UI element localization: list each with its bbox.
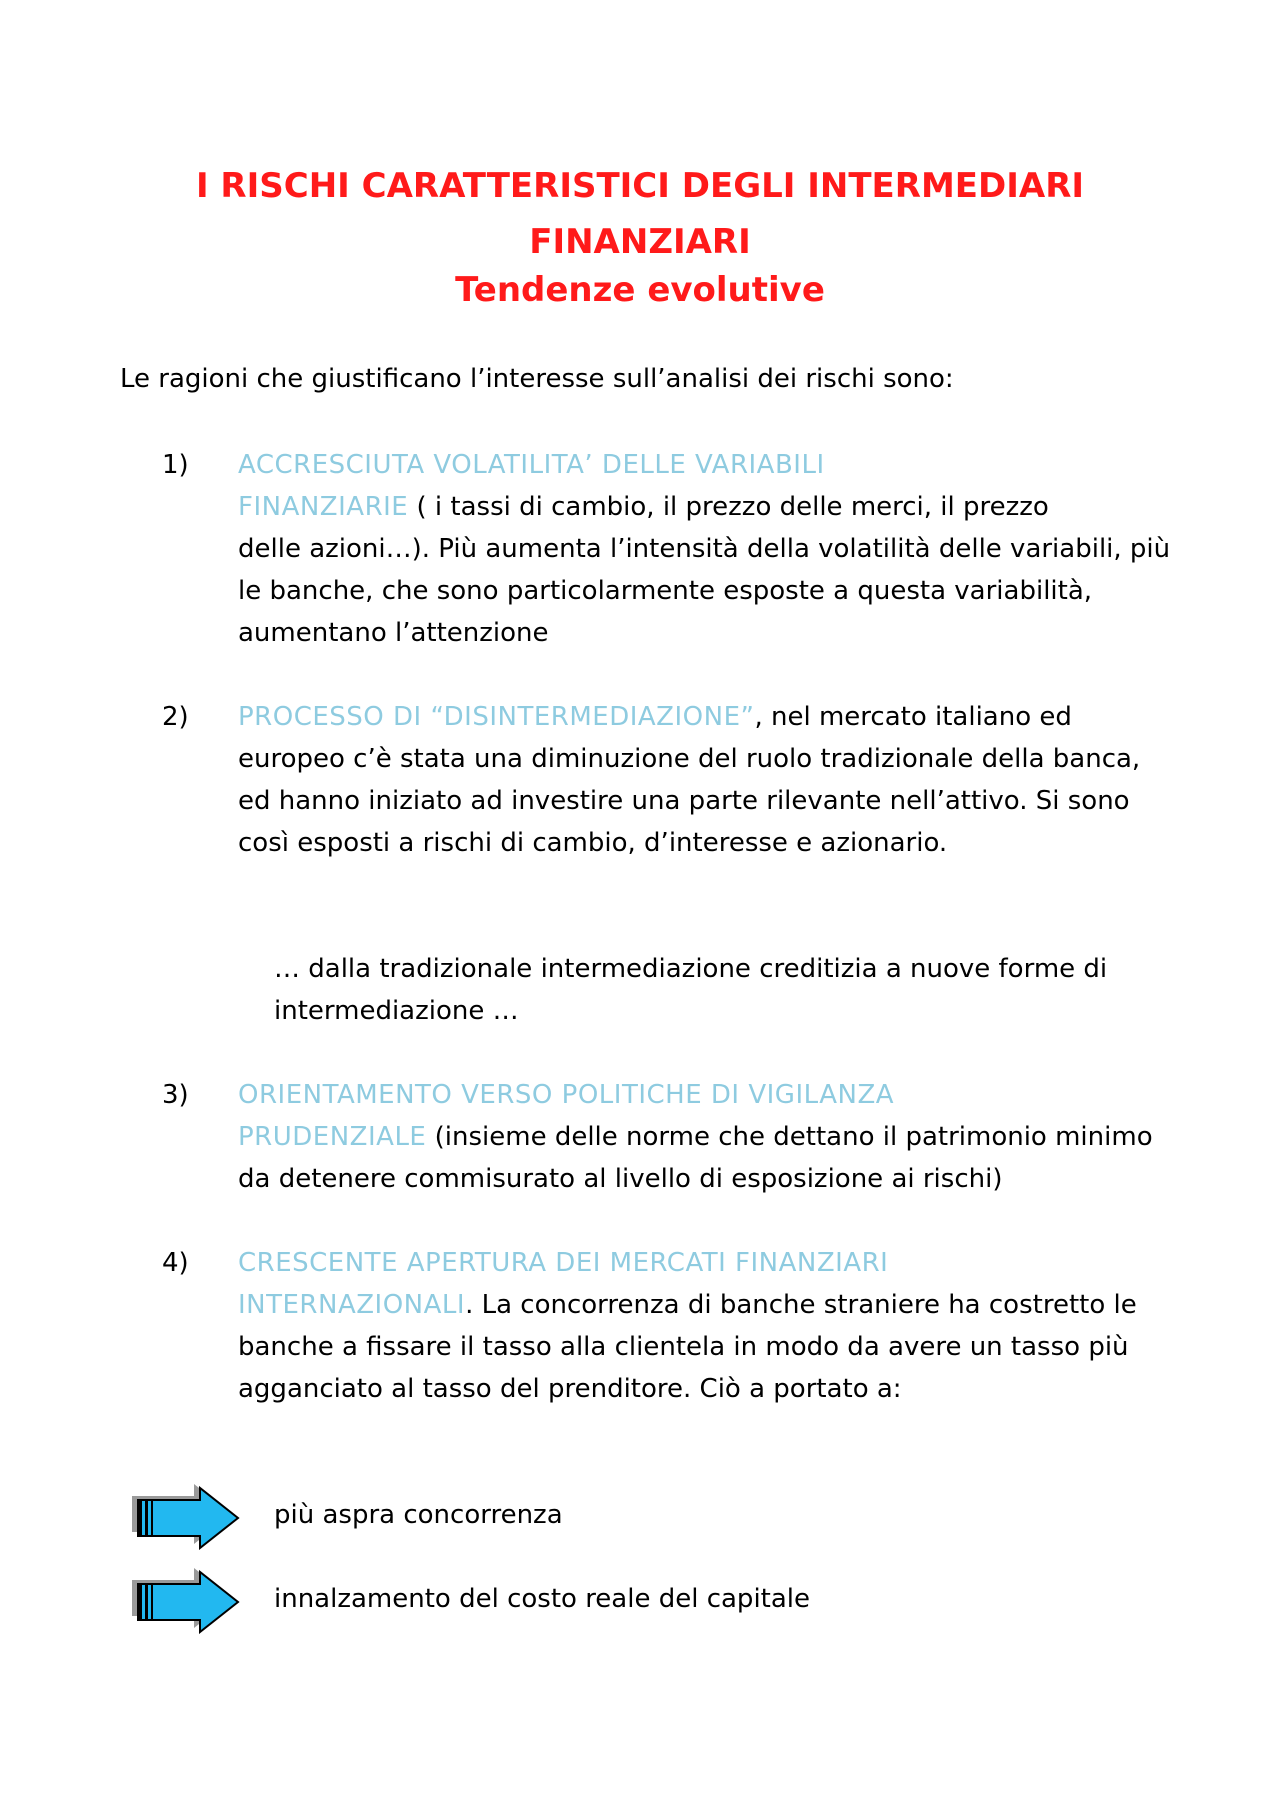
consequence-text: innalzamento del costo reale del capitale: [274, 1584, 811, 1614]
intro-paragraph: Le ragioni che giustificano l’interesse sull’analisi dei rischi sono:: [120, 364, 954, 394]
item-number: 4): [162, 1248, 189, 1278]
item-body: [238, 1242, 1178, 1410]
item-text: (insieme delle norme che dettano il patrimonio minimo da detenere commisurato al livello di esposizione ai rischi): [238, 1122, 1153, 1194]
item-body: [238, 1074, 1178, 1200]
item-heading-continued: INTERNAZIONALI: [238, 1290, 466, 1320]
item-heading-continued: PRUDENZIALE: [238, 1122, 427, 1152]
title-line-2: FINANZIARI: [529, 222, 751, 262]
page-subtitle: Tendenze evolutive: [455, 270, 825, 310]
item-number: 2): [162, 702, 189, 732]
item-number: 1): [162, 450, 189, 480]
consequence-text: più aspra concorrenza: [274, 1500, 563, 1530]
item-heading: ACCRESCIUTA VOLATILITA’ DELLE VARIABILI: [238, 450, 825, 480]
title-line-1: I RISCHI CARATTERISTICI DEGLI INTERMEDIARI: [195, 166, 1085, 206]
item-text: ( i tassi di cambio, il prezzo delle merci, il prezzo: [408, 492, 1049, 522]
item-text-continued: delle azioni…). Più aumenta l’intensità della volatilità delle variabili, più le banche, che sono particolarmente esposte a questa variabilità, aumentano l’attenzione: [238, 534, 1171, 648]
right-arrow-icon: [128, 1480, 240, 1550]
right-arrow-icon: [128, 1564, 240, 1634]
item-text: . La concorrenza di banche straniere ha costretto le banche a fissare il tasso alla clientela in modo da avere un tasso più agganciato al tasso del prenditore. Ciò a portato a:: [238, 1290, 1137, 1404]
item-heading: ORIENTAMENTO VERSO POLITICHE DI VIGILANZA: [238, 1080, 895, 1110]
item-number: 3): [162, 1080, 189, 1110]
item-heading: CRESCENTE APERTURA DEI MERCATI FINANZIARI: [238, 1248, 889, 1278]
consequence-item-1: [0, 1480, 1280, 1550]
item-text: , nel mercato italiano ed europeo c’è stata una diminuzione del ruolo tradizionale della banca, ed hanno iniziato ad investire una parte rilevante nell’attivo. Si sono così esposti a rischi di cambio, d’interesse e azionario.: [238, 702, 1141, 858]
item-body: [238, 696, 1178, 864]
item-body: [238, 444, 1178, 654]
quote-note: … dalla tradizionale intermediazione creditizia a nuove forme di intermediazione …: [274, 954, 1108, 1026]
item-heading: PROCESSO DI “DISINTERMEDIAZIONE”: [238, 702, 755, 732]
item-heading-continued: FINANZIARIE: [238, 492, 409, 522]
page-title: [80, 158, 1200, 270]
consequence-item-2: [0, 1564, 1280, 1634]
